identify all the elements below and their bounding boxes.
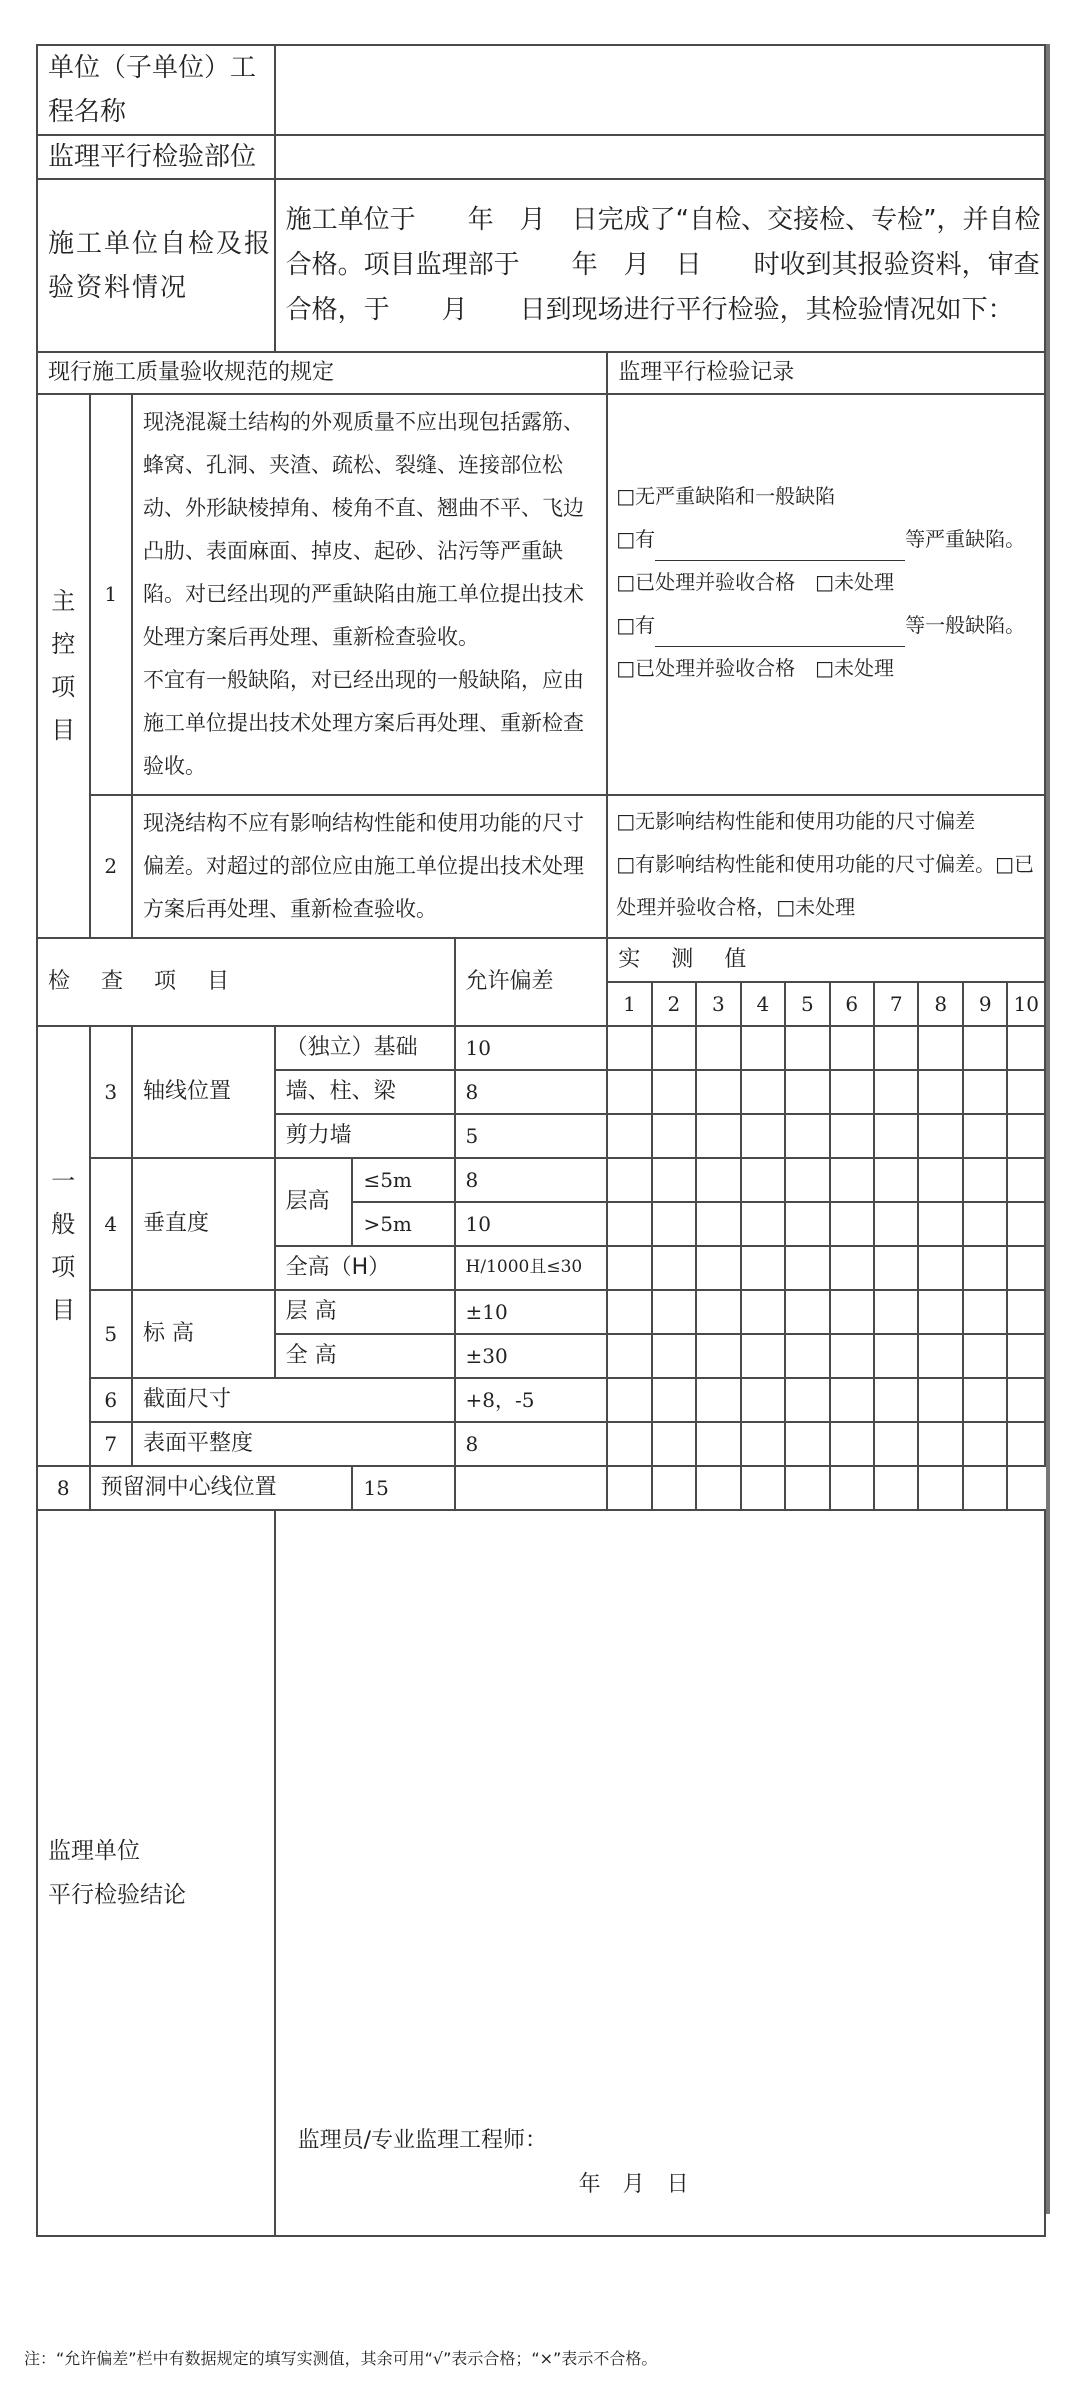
measure-cell[interactable]: [652, 1422, 696, 1466]
item3-tol-1: 10: [455, 1026, 608, 1070]
measure-cell[interactable]: [874, 1114, 918, 1158]
measure-cell[interactable]: [785, 1422, 829, 1466]
measure-cell[interactable]: [696, 1334, 740, 1378]
measure-cell[interactable]: [607, 1070, 651, 1114]
item3-tol-3: 5: [455, 1114, 608, 1158]
sign-date: 年 月 日: [578, 2172, 689, 2197]
item5-sub-1: 层 高: [275, 1290, 455, 1334]
measure-cell[interactable]: [741, 1290, 785, 1334]
measure-cell[interactable]: [963, 1158, 1007, 1202]
col-2: 2: [652, 982, 696, 1026]
measure-cell[interactable]: [918, 1378, 962, 1422]
item8-tol: 15: [352, 1466, 454, 1510]
signer-label: 监理员/专业监理工程师：: [297, 2128, 548, 2153]
measure-cell[interactable]: [607, 1026, 651, 1070]
measure-cell[interactable]: [874, 1026, 918, 1070]
item-name-7: 表面平整度: [132, 1422, 455, 1466]
measure-cell[interactable]: [652, 1378, 696, 1422]
item-no-5: 5: [90, 1290, 132, 1378]
col-1: 1: [607, 982, 651, 1026]
record-1-general[interactable]: □有 等一般缺陷。□已处理并验收合格 □未处理: [616, 613, 1026, 680]
measure-cell[interactable]: [1007, 1114, 1045, 1158]
allowance-header: 允许偏差: [455, 938, 608, 1026]
measure-cell[interactable]: [455, 1466, 608, 1510]
item-no-3: 3: [90, 1026, 132, 1158]
measure-cell[interactable]: [874, 1290, 918, 1334]
measure-cell[interactable]: [607, 1334, 651, 1378]
measure-cell[interactable]: [830, 1158, 874, 1202]
measure-cell[interactable]: [696, 1114, 740, 1158]
spec-header: 现行施工质量验收规范的规定: [37, 352, 607, 394]
measure-cell[interactable]: [741, 1158, 785, 1202]
col-5: 5: [785, 982, 829, 1026]
location-label: 监理平行检验部位: [37, 135, 275, 179]
unit-name-field[interactable]: [275, 45, 1045, 135]
measure-cell[interactable]: [963, 1378, 1007, 1422]
measure-cell[interactable]: [963, 1334, 1007, 1378]
measure-cell[interactable]: [652, 1070, 696, 1114]
measure-cell[interactable]: [830, 1466, 874, 1510]
measure-cell[interactable]: [652, 1158, 696, 1202]
measure-cell[interactable]: [874, 1422, 918, 1466]
item3-sub-1: （独立）基础: [275, 1026, 455, 1070]
main-item-record-2: [607, 795, 1045, 938]
measured-header: 实 测 值: [607, 938, 1045, 982]
item6-tol: +8，-5: [455, 1378, 608, 1422]
measure-cell[interactable]: [652, 1114, 696, 1158]
measure-cell[interactable]: [830, 1246, 874, 1290]
item4-floor-label: 层高: [275, 1158, 353, 1246]
record-header: 监理平行检验记录: [607, 352, 1045, 394]
main-item-no-1: 1: [90, 394, 132, 795]
measure-cell[interactable]: [874, 1202, 918, 1246]
measure-cell[interactable]: [741, 1246, 785, 1290]
measure-cell[interactable]: [607, 1378, 651, 1422]
record-1-none[interactable]: □无严重缺陷和一般缺陷: [616, 484, 836, 508]
measure-cell[interactable]: [785, 1334, 829, 1378]
measure-cell[interactable]: [918, 1114, 962, 1158]
measure-cell[interactable]: [963, 1422, 1007, 1466]
item5-tol-2: ±30: [455, 1334, 608, 1378]
measure-cell[interactable]: [918, 1422, 962, 1466]
record-2-has[interactable]: □有影响结构性能和使用功能的尺寸偏差。□已处理并验收合格，□未处理: [616, 852, 1034, 919]
item-name-6: 截面尺寸: [132, 1378, 455, 1422]
measure-cell[interactable]: [652, 1026, 696, 1070]
measure-cell[interactable]: [607, 1422, 651, 1466]
measure-cell[interactable]: [874, 1158, 918, 1202]
item4-sub-2: >5m: [352, 1202, 454, 1246]
measure-cell[interactable]: [607, 1466, 651, 1510]
measure-cell[interactable]: [830, 1202, 874, 1246]
record-2-none[interactable]: □无影响结构性能和使用功能的尺寸偏差: [616, 809, 976, 833]
measure-cell[interactable]: [652, 1202, 696, 1246]
conclusion-field[interactable]: [275, 1510, 1045, 2236]
measure-cell[interactable]: [652, 1334, 696, 1378]
measure-cell[interactable]: [696, 1202, 740, 1246]
measure-cell[interactable]: [785, 1378, 829, 1422]
measure-cell[interactable]: [785, 1290, 829, 1334]
col-9: 9: [963, 982, 1007, 1026]
measure-cell[interactable]: [607, 1290, 651, 1334]
measure-cell[interactable]: [696, 1466, 740, 1510]
measure-cell[interactable]: [607, 1114, 651, 1158]
measure-cell[interactable]: [874, 1466, 918, 1510]
item-name-5: 标 高: [132, 1290, 275, 1378]
measure-cell[interactable]: [741, 1026, 785, 1070]
measure-cell[interactable]: [830, 1422, 874, 1466]
measure-cell[interactable]: [1007, 1378, 1045, 1422]
item4-total-tol: H/1000且≤30: [455, 1246, 608, 1290]
measure-cell[interactable]: [830, 1114, 874, 1158]
measure-cell[interactable]: [1007, 1334, 1045, 1378]
measure-cell[interactable]: [741, 1422, 785, 1466]
measure-cell[interactable]: [696, 1158, 740, 1202]
item-no-6: 6: [90, 1378, 132, 1422]
measure-cell[interactable]: [741, 1378, 785, 1422]
measure-cell[interactable]: [918, 1290, 962, 1334]
rule-1-text: 现浇混凝土结构的外观质量不应出现包括露筋、蜂窝、孔洞、夹渣、疏松、裂缝、连接部位松动、外形缺棱掉角、棱角不直、翘曲不平、飞边凸肋、表面麻面、掉皮、起砂、沾污等严重缺陷。对已经出现的严重缺陷由施工单位提出技术处理方案后再处理、重新检查验收。: [143, 410, 585, 649]
main-item-record-1: [607, 394, 1045, 795]
measure-cell[interactable]: [785, 1466, 829, 1510]
measure-cell[interactable]: [830, 1026, 874, 1070]
measure-cell[interactable]: [963, 1070, 1007, 1114]
measure-cell[interactable]: [830, 1070, 874, 1114]
measure-cell[interactable]: [785, 1026, 829, 1070]
measure-cell[interactable]: [696, 1422, 740, 1466]
check-item-header: 检 查 项 目: [37, 938, 455, 1026]
measure-cell[interactable]: [785, 1114, 829, 1158]
item4-tol-2: 10: [455, 1202, 608, 1246]
col-10: 10: [1007, 982, 1045, 1026]
unit-name-label: 单位（子单位）工程名称: [37, 45, 275, 135]
measure-cell[interactable]: [874, 1246, 918, 1290]
item7-tol: 8: [455, 1422, 608, 1466]
col-4: 4: [741, 982, 785, 1026]
item3-tol-2: 8: [455, 1070, 608, 1114]
rule-1-text-2: 不宜有一般缺陷，对已经出现的一般缺陷，应由施工单位提出技术处理方案后再处理、重新检查验收。: [143, 668, 585, 778]
measure-cell[interactable]: [741, 1070, 785, 1114]
measure-cell[interactable]: [696, 1378, 740, 1422]
measure-cell[interactable]: [741, 1114, 785, 1158]
measure-cell[interactable]: [963, 1202, 1007, 1246]
measure-cell[interactable]: [652, 1246, 696, 1290]
page-edge-line: [1046, 44, 1050, 2214]
inspection-table: [36, 44, 1046, 2237]
measure-cell[interactable]: [741, 1334, 785, 1378]
main-item-no-2: 2: [90, 795, 132, 938]
item5-sub-2: 全 高: [275, 1334, 455, 1378]
measure-cell[interactable]: [918, 1246, 962, 1290]
item4-tol-1: 8: [455, 1158, 608, 1202]
measure-cell[interactable]: [1007, 1070, 1045, 1114]
location-field[interactable]: [275, 135, 1045, 179]
measure-cell[interactable]: [741, 1466, 785, 1510]
measure-cell[interactable]: [963, 1466, 1007, 1510]
measure-cell[interactable]: [785, 1202, 829, 1246]
measure-cell[interactable]: [696, 1290, 740, 1334]
self-check-label: 施工单位自检及报验资料情况: [37, 179, 275, 352]
measure-cell[interactable]: [696, 1026, 740, 1070]
conclusion-label-1: 监理单位: [48, 1838, 140, 1864]
item-name-8: 预留洞中心线位置: [90, 1466, 353, 1510]
measure-cell[interactable]: [918, 1158, 962, 1202]
item3-sub-2: 墙、柱、梁: [275, 1070, 455, 1114]
measure-cell[interactable]: [696, 1070, 740, 1114]
measure-cell[interactable]: [1007, 1158, 1045, 1202]
item4-total: 全高（H）: [275, 1246, 455, 1290]
item5-tol-1: ±10: [455, 1290, 608, 1334]
col-7: 7: [874, 982, 918, 1026]
measure-cell[interactable]: [963, 1114, 1007, 1158]
measure-cell[interactable]: [830, 1334, 874, 1378]
main-item-rule-1: [132, 394, 607, 795]
measure-cell[interactable]: [652, 1466, 696, 1510]
measure-cell[interactable]: [696, 1246, 740, 1290]
item-name-4: 垂直度: [132, 1158, 275, 1290]
measure-cell[interactable]: [1007, 1202, 1045, 1246]
footnote: 注：“允许偏差”栏中有数据规定的填写实测值，其余可用“√”表示合格；“×”表示不合格。: [24, 2349, 658, 2368]
measure-cell[interactable]: [918, 1026, 962, 1070]
item3-sub-3: 剪力墙: [275, 1114, 455, 1158]
measure-cell[interactable]: [918, 1334, 962, 1378]
measure-cell[interactable]: [1007, 1422, 1045, 1466]
measure-cell[interactable]: [918, 1070, 962, 1114]
main-items-category: 主 控 项 目: [37, 394, 90, 938]
measure-cell[interactable]: [874, 1070, 918, 1114]
measure-cell[interactable]: [741, 1202, 785, 1246]
measure-cell[interactable]: [1007, 1246, 1045, 1290]
item-no-7: 7: [90, 1422, 132, 1466]
general-defect-blank[interactable]: [655, 624, 905, 647]
item-name-3: 轴线位置: [132, 1026, 275, 1158]
measure-cell[interactable]: [607, 1158, 651, 1202]
measure-cell[interactable]: [652, 1290, 696, 1334]
measure-cell[interactable]: [963, 1246, 1007, 1290]
col-3: 3: [696, 982, 740, 1026]
col-6: 6: [830, 982, 874, 1026]
general-items-category: 一 般 项 目: [37, 1026, 90, 1466]
measure-cell[interactable]: [607, 1202, 651, 1246]
measure-cell[interactable]: [874, 1378, 918, 1422]
item-no-8: 8: [37, 1466, 90, 1510]
conclusion-label: [37, 1510, 275, 2236]
measure-cell[interactable]: [830, 1290, 874, 1334]
measure-cell[interactable]: [963, 1026, 1007, 1070]
severe-defect-blank[interactable]: [655, 538, 905, 561]
main-item-rule-2: 现浇结构不应有影响结构性能和使用功能的尺寸偏差。对超过的部位应由施工单位提出技术处理方案后再处理、重新检查验收。: [132, 795, 607, 938]
measure-cell[interactable]: [607, 1246, 651, 1290]
measure-cell[interactable]: [918, 1466, 962, 1510]
measure-cell[interactable]: [963, 1290, 1007, 1334]
record-1-severe[interactable]: □有 等严重缺陷。□已处理并验收合格 □未处理: [616, 527, 1026, 594]
measure-cell[interactable]: [1007, 1290, 1045, 1334]
measure-cell[interactable]: [785, 1070, 829, 1114]
measure-cell[interactable]: [785, 1246, 829, 1290]
conclusion-label-2: 平行检验结论: [48, 1882, 186, 1908]
measure-cell[interactable]: [830, 1378, 874, 1422]
inspection-form: [36, 44, 1046, 2214]
measure-cell[interactable]: [1007, 1026, 1045, 1070]
measure-cell[interactable]: [874, 1334, 918, 1378]
self-check-text: 施工单位于 年 月 日完成了“自检、交接检、专检”，并自检合格。项目监理部于 年 月 日 时收到其报验资料，审查合格，于 月 日到现场进行平行检验，其检验情况如下：: [275, 179, 1045, 352]
item-no-4: 4: [90, 1158, 132, 1290]
col-8: 8: [918, 982, 962, 1026]
item4-sub-1: ≤5m: [352, 1158, 454, 1202]
measure-cell[interactable]: [785, 1158, 829, 1202]
measure-cell[interactable]: [918, 1202, 962, 1246]
